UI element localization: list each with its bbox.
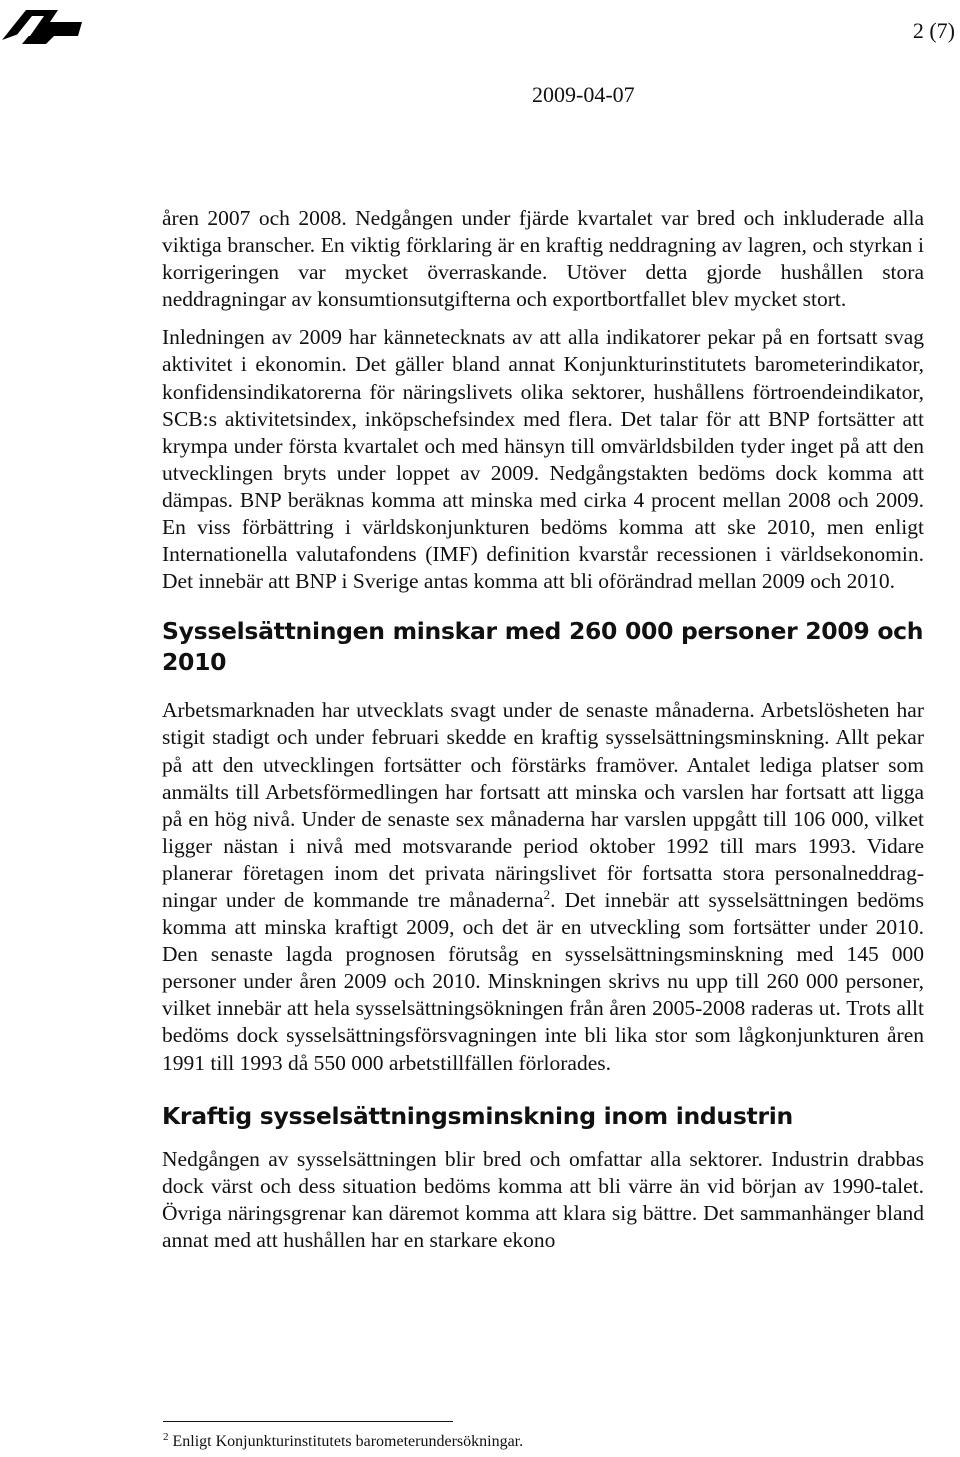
document-body bbox=[162, 205, 924, 1254]
paragraph: Nedgången av sysselsättningen blir bred och omfattar alla sektorer. Industrin drabbas dock värst och dess situation bedöms komma att bli värre än vid början av 1990-talet. Övriga näringsgrenar kan däremot komma att klara sig bättre. Det sammanhänger bland annat med att hushållen har en starkare ekono bbox=[162, 1146, 924, 1252]
footnote bbox=[163, 1433, 523, 1451]
paragraph: Inledningen av 2009 har kännetecknats av att alla indikatorer pekar på en fortsatt svag aktivitet i ekonomin. Det gäller bland annat Konjunkturinstitutets barometerindikator, konfidensindikatorerna för näringslivets olika sektorer, hushållens förtroendeindikator, SCB:s aktivitetsindex, inköpschefsindex med flera. Det talar för att BNP fortsätter att krympa under första kvartalet och med hänsyn till omvärldsbilden tyder inget på att den utvecklingen bryts under loppet av 2009. Nedgångstakten bedöms dock komma att dämpas. BNP beräknas komma att minska med cirka 4 procent mellan 2008 och 2009. En viss förbättring i världskonjunkturen bedöms komma att ske 2010, men enligt Internationella valutafondens (IMF) definition kvarstår recessionen i världsekonomin. Det innebär att BNP i Sverige antas komma att bli oförändrad mellan 2009 och 2010. bbox=[162, 325, 924, 594]
section-heading: Sysselsättningen minskar med 260 000 personer 2009 och 2010 bbox=[162, 617, 924, 677]
footnote-number: 2 bbox=[163, 1431, 169, 1443]
footnote-text: Enligt Konjunkturinstitutets barometerundersökningar. bbox=[168, 1433, 524, 1450]
document-date: 2009-04-07 bbox=[532, 82, 635, 107]
paragraph bbox=[162, 697, 924, 1076]
footnote-reference[interactable]: 2 bbox=[543, 886, 551, 902]
section-heading: Kraftig sysselsättningsminskning inom industrin bbox=[162, 1101, 793, 1130]
paragraph-text: Arbetsmarknaden har utvecklats svagt under de senaste månaderna. Arbetslösheten har stigit stadigt och under februari skedde en kraftig sysselsättningsminskning. Allt pekar på att den utvecklingen fortsätter och förstärks framöver. Antalet lediga platser som anmälts till Arbetsförmedlingen har fortsatt att minska och varslen har fortsatt att ligga på en hög nivå. Under de senaste sex månaderna har varslen uppgått till 106 000, vilket ligger nästan i nivå med motsvarande period oktober 1992 till mars 1993. Vidare planerar företagen inom det privata näringslivet för fortsatta stora personalneddragningar under de kommande tre månaderna bbox=[162, 698, 924, 912]
paragraph: åren 2007 och 2008. Nedgången under fjärde kvartalet var bred och inkluderade alla viktiga branscher. En viktig förklaring är en kraftig neddragning av lagren, och styrkan i korrigeringen var mycket överraskande. Utöver detta gjorde hushållen stora neddragningar av konsumtionsutgifterna och exportbortfallet blev mycket stort. bbox=[162, 206, 924, 312]
footnote-divider bbox=[163, 1421, 453, 1422]
organization-logo-icon bbox=[2, 6, 82, 44]
paragraph-text: . Det innebär att sysselsättningen bedöms komma att minska kraftigt 2009, och det är en utveckling som fortsätter under 2010. Den senaste lagda prognosen förutsåg en sysselsättningsminskning med 145 000 personer under åren 2009 och 2010. Minskningen skrivs nu upp till 260 000 personer, vilket innebär att hela sysselsättningsökningen från åren 2005-2008 raderas ut. Trots allt bedöms dock sysselsättningsförsvagningen inte bli lika stor som lågkonjunkturen åren 1991 till 1993 då 550 000 arbetstillfällen förlorades. bbox=[162, 887, 924, 1075]
page-number: 2 (7) bbox=[912, 18, 955, 43]
